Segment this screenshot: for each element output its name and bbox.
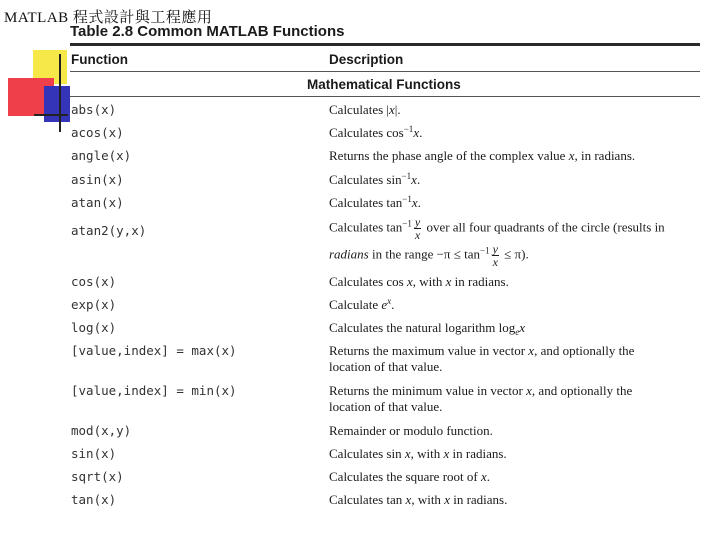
function-name: asin(x)	[71, 172, 124, 187]
slide-header: MATLAB 程式設計與工程應用	[4, 10, 213, 26]
function-description: Calculates tan x, with x in radians.	[329, 492, 508, 507]
table-top-rule	[70, 43, 700, 46]
function-description: Calculates sin x, with x in radians.	[329, 446, 507, 461]
function-description: Calculates $\tan^{-1}$ $\frac{y}{x}$ over all four quadrants of the circle (results in radians in the range $-\pi \le \tan^{-1}$ $\frac{y}{x}$ ≤ π).	[329, 215, 665, 269]
header-divider	[70, 71, 700, 72]
function-description: Returns the minimum value in vector x, and optionally the location of that value.	[329, 383, 633, 414]
function-name: sqrt(x)	[71, 469, 124, 484]
function-name: [value,index] = max(x)	[71, 343, 237, 358]
function-name: sin(x)	[71, 446, 117, 461]
function-description: Calculates the natural logarithm $\log_ex$	[329, 320, 526, 337]
function-name: atan(x)	[71, 195, 124, 210]
column-header-description: Description	[329, 52, 404, 67]
function-description: Calculates $\sin^{-1}x$.	[329, 171, 421, 187]
decorative-horizontal-line	[34, 114, 68, 116]
table-title: Table 2.8 Common MATLAB Functions	[70, 23, 345, 40]
function-description: Calculates cos x, with x in radians.	[329, 274, 509, 289]
function-name: atan2(y,x)	[71, 223, 147, 238]
function-name: cos(x)	[71, 274, 117, 289]
function-name: log(x)	[71, 320, 117, 335]
decorative-vertical-line	[59, 54, 61, 132]
function-name: abs(x)	[71, 102, 117, 117]
function-name: tan(x)	[71, 492, 117, 507]
function-description: Calculate $e^x$.	[329, 296, 395, 312]
function-name: angle(x)	[71, 148, 132, 163]
function-description: Calculates the square root of x.	[329, 469, 491, 484]
function-description: Calculates $\tan^{-1}x$.	[329, 194, 421, 210]
function-description: Returns the maximum value in vector x, and optionally the location of that value.	[329, 343, 635, 374]
function-name: acos(x)	[71, 125, 124, 140]
function-description: Calculates |x|.	[329, 102, 401, 117]
function-name: [value,index] = min(x)	[71, 383, 237, 398]
function-name: mod(x,y)	[71, 423, 132, 438]
section-divider	[70, 96, 700, 97]
section-header: Mathematical Functions	[307, 77, 461, 92]
decorative-blue-block	[44, 86, 70, 122]
column-header-function: Function	[71, 52, 128, 67]
function-description: Calculates $\cos^{-1}x$.	[329, 124, 423, 140]
function-description: Returns the phase angle of the complex value x, in radians.	[329, 148, 636, 163]
function-name: exp(x)	[71, 297, 117, 312]
function-description: Remainder or modulo function.	[329, 423, 493, 438]
